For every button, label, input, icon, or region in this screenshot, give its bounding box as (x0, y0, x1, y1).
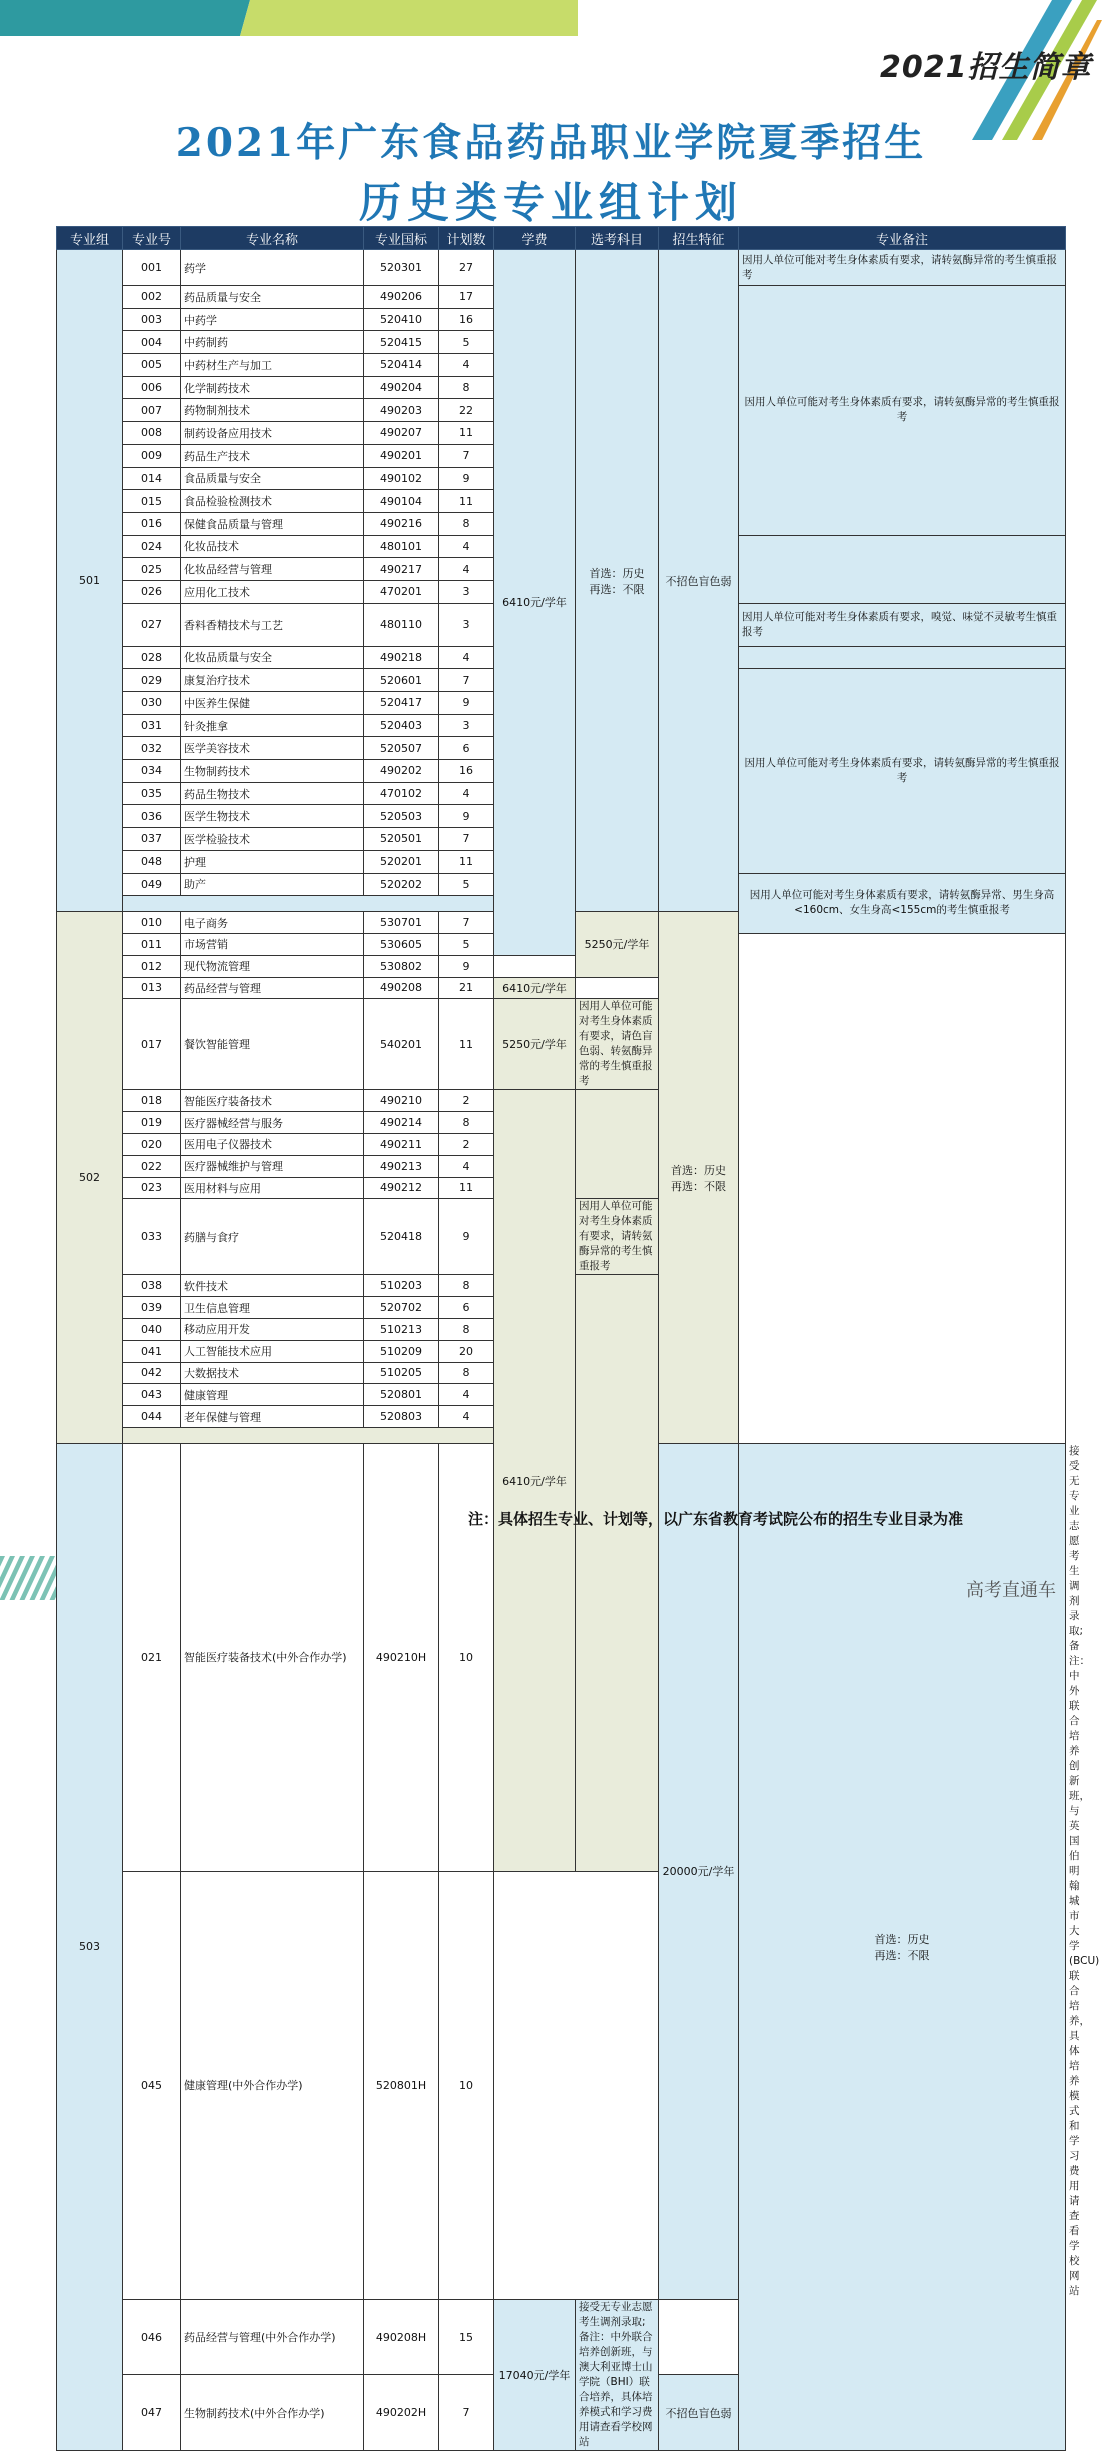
major-code-cell: 021 (123, 1443, 181, 1871)
major-code-cell: 006 (123, 376, 181, 399)
standard-code-cell: 490212 (364, 1177, 439, 1199)
subject-line: 再选：不限 (874, 1948, 930, 1962)
major-code-cell: 017 (123, 999, 181, 1090)
major-note-cell: 接受无专业志愿考生调剂录取;备注：中外联合培养创新班，与澳大利亚博士山学院（BHI）联合培养，具体培养模式和学习费用请查看学校网站 (576, 2299, 659, 2450)
plan-count-cell: 8 (439, 1318, 494, 1340)
plan-count-cell: 5 (439, 933, 494, 955)
major-name-cell: 药品生物技术 (181, 782, 364, 805)
major-name-cell: 药品生产技术 (181, 444, 364, 467)
standard-code-cell: 490210H (364, 1443, 439, 1871)
header-cell: 专业名称 (181, 227, 364, 250)
standard-code-cell: 490206 (364, 286, 439, 309)
group-code-cell: 503 (57, 1443, 123, 2450)
enrollment-plan-table (56, 226, 1100, 2451)
plan-count-cell: 8 (439, 1362, 494, 1384)
standard-code-cell: 490208 (364, 977, 439, 999)
major-code-cell: 004 (123, 331, 181, 354)
major-name-cell: 医学检验技术 (181, 828, 364, 851)
major-code-cell: 037 (123, 828, 181, 851)
plan-count-cell: 4 (439, 646, 494, 669)
subject-requirement-cell (576, 250, 659, 912)
standard-code-cell: 490213 (364, 1155, 439, 1177)
plan-count-cell: 9 (439, 467, 494, 490)
standard-code-cell: 520201 (364, 850, 439, 873)
major-code-cell: 011 (123, 933, 181, 955)
spacer-cell (439, 902, 494, 912)
standard-code-cell: 470102 (364, 782, 439, 805)
spacer-cell (364, 902, 439, 912)
plan-count-cell: 4 (439, 558, 494, 581)
header-cell: 专业号 (123, 227, 181, 250)
major-note-cell: 因用人单位可能对考生身体素质有要求，请转氨酶异常的考生慎重报考 (576, 1199, 659, 1275)
major-note-cell: 因用人单位可能对考生身体素质有要求，请色盲色弱、转氨酶异常的考生慎重报考 (576, 999, 659, 1090)
plan-count-cell: 16 (439, 760, 494, 783)
subject-line: 首选：历史 (589, 566, 645, 580)
major-code-cell: 008 (123, 422, 181, 445)
plan-count-cell: 4 (439, 782, 494, 805)
standard-code-cell: 520417 (364, 692, 439, 715)
standard-code-cell: 490217 (364, 558, 439, 581)
standard-code-cell: 490104 (364, 490, 439, 513)
subject-line: 再选：不限 (589, 582, 645, 596)
header-cell: 计划数 (439, 227, 494, 250)
major-name-cell: 医学美容技术 (181, 737, 364, 760)
standard-code-cell: 520418 (364, 1199, 439, 1275)
standard-code-cell: 530605 (364, 933, 439, 955)
standard-code-cell: 520801 (364, 1384, 439, 1406)
group-code-cell: 501 (57, 250, 123, 912)
major-name-cell: 化妆品经营与管理 (181, 558, 364, 581)
standard-code-cell: 520503 (364, 805, 439, 828)
plan-count-cell: 21 (439, 977, 494, 999)
major-name-cell: 化妆品技术 (181, 535, 364, 558)
major-code-cell: 002 (123, 286, 181, 309)
subject-line: 再选：不限 (671, 1179, 726, 1193)
major-name-cell: 大数据技术 (181, 1362, 364, 1384)
major-code-cell: 015 (123, 490, 181, 513)
table-header-row (57, 227, 1066, 250)
major-note-cell: 因用人单位可能对考生身体素质有要求，请转氨酶异常的考生慎重报考 (739, 250, 1066, 286)
tuition-cell: 5250元/学年 (576, 912, 659, 977)
major-name-cell: 护理 (181, 850, 364, 873)
plan-count-cell: 7 (439, 444, 494, 467)
plan-count-cell: 9 (439, 805, 494, 828)
major-note-cell: 因用人单位可能对考生身体素质有要求，请转氨酶异常、男生身高<160cm、女生身高<155cm的考生慎重报考 (739, 873, 1066, 933)
major-name-cell: 药品经营与管理 (181, 977, 364, 999)
major-code-cell: 026 (123, 580, 181, 603)
plan-count-cell: 8 (439, 1112, 494, 1134)
subject-line: 首选：历史 (874, 1932, 930, 1946)
major-name-cell: 针灸推拿 (181, 714, 364, 737)
plan-count-cell: 15 (439, 2299, 494, 2375)
plan-count-cell: 9 (439, 955, 494, 977)
major-name-cell: 康复治疗技术 (181, 669, 364, 692)
plan-count-cell: 8 (439, 1275, 494, 1297)
major-note-cell: 因用人单位可能对考生身体素质有要求，嗅觉、味觉不灵敏考生慎重报考 (739, 603, 1066, 646)
major-name-cell: 化学制药技术 (181, 376, 364, 399)
major-code-cell: 034 (123, 760, 181, 783)
header-cell: 专业国标 (364, 227, 439, 250)
major-name-cell: 医疗器械维护与管理 (181, 1155, 364, 1177)
major-code-cell: 048 (123, 850, 181, 873)
enrollment-plan-table-wrapper (56, 226, 1100, 2451)
plan-count-cell: 9 (439, 692, 494, 715)
plan-count-cell: 3 (439, 580, 494, 603)
admission-feature-cell: 不招色盲色弱 (659, 2375, 739, 2451)
plan-count-cell: 5 (439, 331, 494, 354)
major-code-cell: 043 (123, 1384, 181, 1406)
plan-count-cell: 4 (439, 1406, 494, 1428)
plan-count-cell: 8 (439, 376, 494, 399)
tuition-cell: 20000元/学年 (659, 1443, 739, 2299)
major-code-cell: 044 (123, 1406, 181, 1428)
plan-count-cell: 3 (439, 714, 494, 737)
plan-count-cell: 7 (439, 669, 494, 692)
major-code-cell: 046 (123, 2299, 181, 2375)
table-row: 503 021 智能医疗装备技术(中外合作办学) 490210H 10 20000元/学年 首选：历史 再选：不限 接受无专业志愿考生调剂录取;备注：中外联合培养创新班，与英国伯明翰城市大学(BCU)联合培养，具体培养模式和学习费用请查看学校网站 (57, 1443, 1066, 1871)
major-code-cell: 033 (123, 1199, 181, 1275)
standard-code-cell: 520803 (364, 1406, 439, 1428)
standard-code-cell: 530701 (364, 912, 439, 934)
major-code-cell: 031 (123, 714, 181, 737)
major-code-cell: 027 (123, 603, 181, 646)
major-code-cell: 028 (123, 646, 181, 669)
plan-count-cell: 27 (439, 250, 494, 286)
standard-code-cell: 490211 (364, 1133, 439, 1155)
standard-code-cell: 520501 (364, 828, 439, 851)
major-name-cell: 医疗器械经营与服务 (181, 1112, 364, 1134)
standard-code-cell: 520702 (364, 1297, 439, 1319)
plan-count-cell: 4 (439, 535, 494, 558)
spacer-cell (364, 1433, 439, 1443)
major-name-cell: 中药学 (181, 308, 364, 331)
header-cell: 专业组 (57, 227, 123, 250)
major-code-cell: 007 (123, 399, 181, 422)
major-name-cell: 药膳与食疗 (181, 1199, 364, 1275)
spacer-cell (181, 1433, 364, 1443)
table-row (57, 977, 1066, 999)
major-code-cell: 003 (123, 308, 181, 331)
major-name-cell: 药品经营与管理(中外合作办学) (181, 2299, 364, 2375)
major-code-cell: 045 (123, 1871, 181, 2299)
subject-requirement-cell (659, 912, 739, 1444)
plan-count-cell: 10 (439, 1871, 494, 2299)
standard-code-cell: 520801H (364, 1871, 439, 2299)
major-name-cell: 卫生信息管理 (181, 1297, 364, 1319)
standard-code-cell: 490203 (364, 399, 439, 422)
standard-code-cell: 490202 (364, 760, 439, 783)
major-code-cell: 030 (123, 692, 181, 715)
standard-code-cell: 490102 (364, 467, 439, 490)
major-code-cell: 022 (123, 1155, 181, 1177)
major-name-cell: 医用电子仪器技术 (181, 1133, 364, 1155)
major-name-cell: 化妆品质量与安全 (181, 646, 364, 669)
standard-code-cell: 470201 (364, 580, 439, 603)
standard-code-cell: 510205 (364, 1362, 439, 1384)
major-name-cell: 中药制药 (181, 331, 364, 354)
major-code-cell: 018 (123, 1090, 181, 1112)
major-code-cell: 039 (123, 1297, 181, 1319)
standard-code-cell: 510203 (364, 1275, 439, 1297)
tuition-cell: 17040元/学年 (494, 2299, 576, 2450)
standard-code-cell: 490214 (364, 1112, 439, 1134)
plan-count-cell: 8 (439, 512, 494, 535)
major-name-cell: 医用材料与应用 (181, 1177, 364, 1199)
major-note-cell: 因用人单位可能对考生身体素质有要求，请转氨酶异常的考生慎重报考 (739, 286, 1066, 536)
major-code-cell: 036 (123, 805, 181, 828)
brochure-tag: 2021招生简章 (880, 50, 1092, 85)
major-note-cell (576, 1275, 659, 1872)
plan-count-cell: 4 (439, 1155, 494, 1177)
tuition-cell: 5250元/学年 (494, 999, 576, 1090)
major-code-cell: 029 (123, 669, 181, 692)
standard-code-cell: 520410 (364, 308, 439, 331)
major-code-cell: 023 (123, 1177, 181, 1199)
standard-code-cell: 480110 (364, 603, 439, 646)
major-name-cell: 助产 (181, 873, 364, 896)
major-name-cell: 软件技术 (181, 1275, 364, 1297)
major-code-cell: 016 (123, 512, 181, 535)
plan-count-cell: 7 (439, 828, 494, 851)
major-name-cell: 保健食品质量与管理 (181, 512, 364, 535)
major-name-cell: 药物制剂技术 (181, 399, 364, 422)
header-cell: 专业备注 (739, 227, 1066, 250)
major-name-cell: 食品质量与安全 (181, 467, 364, 490)
major-code-cell: 041 (123, 1340, 181, 1362)
major-code-cell: 009 (123, 444, 181, 467)
plan-count-cell: 4 (439, 354, 494, 377)
standard-code-cell: 520301 (364, 250, 439, 286)
major-note-cell (739, 646, 1066, 669)
page-subtitle: 历史类专业组计划 (358, 178, 743, 227)
major-name-cell: 应用化工技术 (181, 580, 364, 603)
standard-code-cell: 530802 (364, 955, 439, 977)
major-code-cell: 005 (123, 354, 181, 377)
standard-code-cell: 510209 (364, 1340, 439, 1362)
major-note-cell (576, 1090, 659, 1199)
header-cell: 招生特征 (659, 227, 739, 250)
major-code-cell: 038 (123, 1275, 181, 1297)
spacer-cell (181, 902, 364, 912)
major-name-cell: 电子商务 (181, 912, 364, 934)
plan-count-cell: 9 (439, 1199, 494, 1275)
major-code-cell: 047 (123, 2375, 181, 2451)
header-cell: 学费 (494, 227, 576, 250)
major-code-cell: 019 (123, 1112, 181, 1134)
plan-count-cell: 6 (439, 737, 494, 760)
plan-count-cell: 7 (439, 2375, 494, 2451)
tuition-cell: 6410元/学年 (494, 1090, 576, 1872)
standard-code-cell: 520403 (364, 714, 439, 737)
tuition-cell: 6410元/学年 (494, 977, 576, 999)
plan-count-cell: 10 (439, 1443, 494, 1871)
plan-count-cell: 5 (439, 873, 494, 896)
plan-count-cell: 11 (439, 1177, 494, 1199)
table-row (57, 250, 1066, 286)
standard-code-cell: 490201 (364, 444, 439, 467)
group-code-cell: 502 (57, 912, 123, 1444)
major-code-cell: 010 (123, 912, 181, 934)
major-name-cell: 移动应用开发 (181, 1318, 364, 1340)
standard-code-cell: 540201 (364, 999, 439, 1090)
major-name-cell: 智能医疗装备技术(中外合作办学) (181, 1443, 364, 1871)
standard-code-cell: 490202H (364, 2375, 439, 2451)
major-code-cell: 035 (123, 782, 181, 805)
standard-code-cell: 520507 (364, 737, 439, 760)
major-name-cell: 药品质量与安全 (181, 286, 364, 309)
major-code-cell: 040 (123, 1318, 181, 1340)
major-name-cell: 健康管理 (181, 1384, 364, 1406)
standard-code-cell: 490210 (364, 1090, 439, 1112)
page-title: 2021年广东食品药品职业学院夏季招生 (175, 120, 927, 166)
standard-code-cell: 520202 (364, 873, 439, 896)
major-name-cell: 人工智能技术应用 (181, 1340, 364, 1362)
subject-line: 首选：历史 (671, 1163, 726, 1177)
standard-code-cell: 490208H (364, 2299, 439, 2375)
plan-count-cell: 17 (439, 286, 494, 309)
major-name-cell: 香料香精技术与工艺 (181, 603, 364, 646)
major-name-cell: 医学生物技术 (181, 805, 364, 828)
major-name-cell: 智能医疗装备技术 (181, 1090, 364, 1112)
major-name-cell: 制药设备应用技术 (181, 422, 364, 445)
major-note-cell (739, 535, 1066, 603)
plan-count-cell: 2 (439, 1090, 494, 1112)
standard-code-cell: 520601 (364, 669, 439, 692)
standard-code-cell: 490204 (364, 376, 439, 399)
standard-code-cell: 480101 (364, 535, 439, 558)
standard-code-cell: 490218 (364, 646, 439, 669)
plan-count-cell: 3 (439, 603, 494, 646)
plan-count-cell: 11 (439, 999, 494, 1090)
major-name-cell: 市场营销 (181, 933, 364, 955)
major-name-cell: 现代物流管理 (181, 955, 364, 977)
spacer-cell (123, 902, 181, 912)
major-code-cell: 049 (123, 873, 181, 896)
footnote: 注：具体招生专业、计划等，以广东省教育考试院公布的招生专业目录为准 (468, 1510, 964, 1528)
tuition-cell: 6410元/学年 (494, 250, 576, 956)
spacer-cell (439, 1433, 494, 1443)
standard-code-cell: 490207 (364, 422, 439, 445)
major-code-cell: 014 (123, 467, 181, 490)
major-code-cell: 013 (123, 977, 181, 999)
major-name-cell: 药学 (181, 250, 364, 286)
top-left-decoration (0, 0, 578, 36)
major-name-cell: 健康管理(中外合作办学) (181, 1871, 364, 2299)
standard-code-cell: 490216 (364, 512, 439, 535)
major-code-cell: 024 (123, 535, 181, 558)
major-name-cell: 生物制药技术 (181, 760, 364, 783)
spacer-cell (123, 1433, 181, 1443)
major-code-cell: 042 (123, 1362, 181, 1384)
plan-count-cell: 16 (439, 308, 494, 331)
table-row (57, 1090, 1066, 1112)
table-row (57, 955, 1066, 977)
major-code-cell: 012 (123, 955, 181, 977)
plan-count-cell: 11 (439, 422, 494, 445)
plan-count-cell: 4 (439, 1384, 494, 1406)
major-name-cell: 中药材生产与加工 (181, 354, 364, 377)
major-code-cell: 020 (123, 1133, 181, 1155)
admission-feature-cell: 不招色盲色弱 (659, 250, 739, 912)
plan-count-cell: 11 (439, 490, 494, 513)
major-name-cell: 中医养生保健 (181, 692, 364, 715)
major-name-cell: 生物制药技术(中外合作办学) (181, 2375, 364, 2451)
plan-count-cell: 11 (439, 850, 494, 873)
major-name-cell: 老年保健与管理 (181, 1406, 364, 1428)
standard-code-cell: 520415 (364, 331, 439, 354)
table-row (57, 999, 1066, 1090)
standard-code-cell: 510213 (364, 1318, 439, 1340)
plan-count-cell: 2 (439, 1133, 494, 1155)
major-name-cell: 食品检验检测技术 (181, 490, 364, 513)
major-code-cell: 025 (123, 558, 181, 581)
major-code-cell: 032 (123, 737, 181, 760)
major-note-cell: 因用人单位可能对考生身体素质有要求，请转氨酶异常的考生慎重报考 (739, 669, 1066, 873)
header-cell: 选考科目 (576, 227, 659, 250)
plan-count-cell: 6 (439, 1297, 494, 1319)
major-name-cell: 餐饮智能管理 (181, 999, 364, 1090)
watermark: 高考直通车 (966, 1580, 1056, 1601)
major-code-cell: 001 (123, 250, 181, 286)
plan-count-cell: 22 (439, 399, 494, 422)
standard-code-cell: 520414 (364, 354, 439, 377)
plan-count-cell: 7 (439, 912, 494, 934)
plan-count-cell: 20 (439, 1340, 494, 1362)
